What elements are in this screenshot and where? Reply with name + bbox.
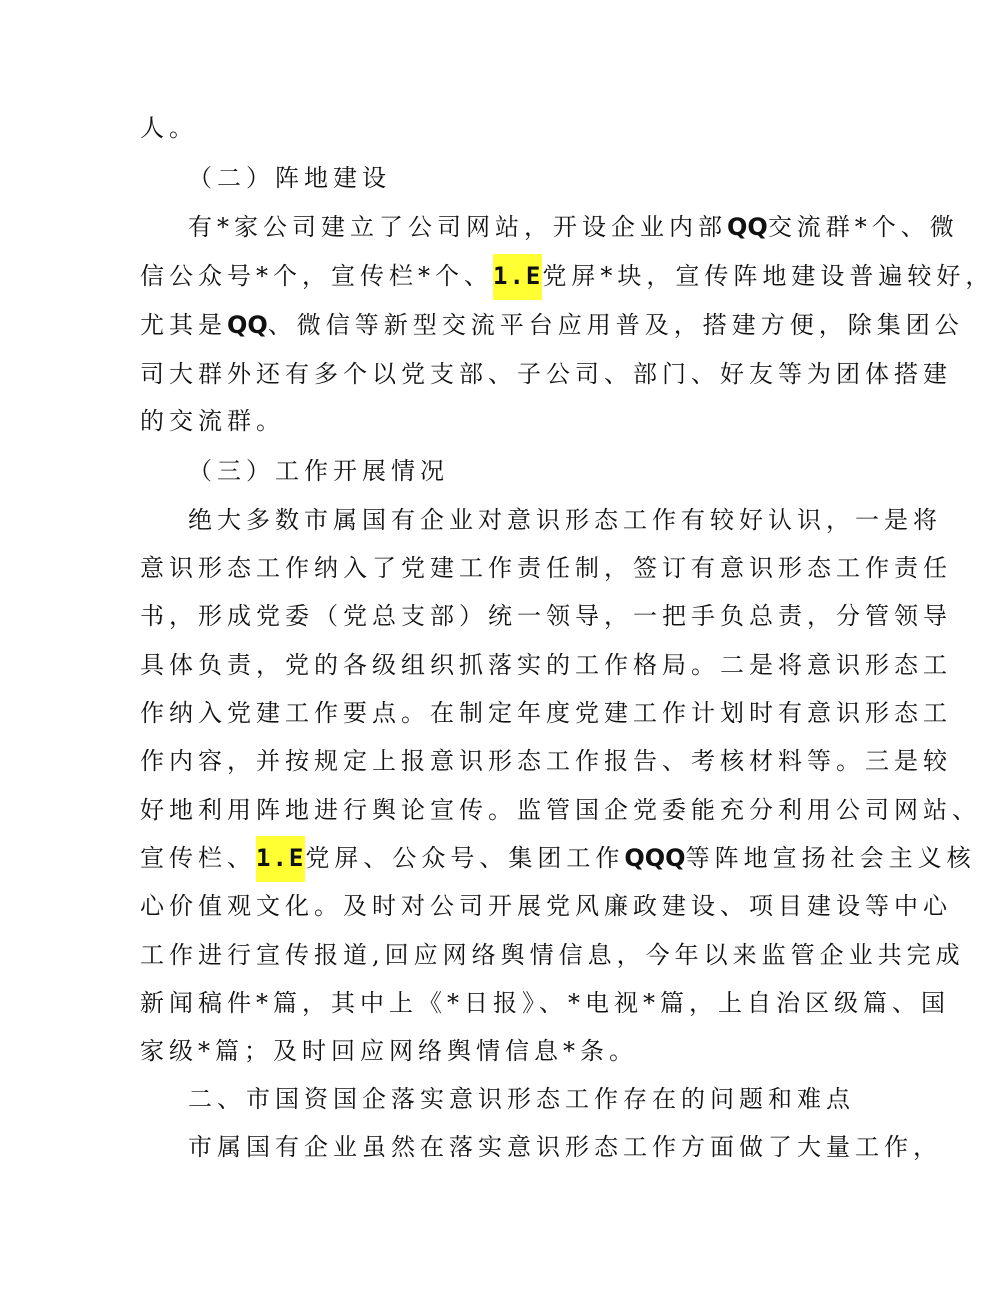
text-line [140,891,952,921]
text-line [140,310,964,340]
highlighted-text: 1.E [493,254,542,300]
text-line [140,1036,638,1066]
bold-text: QQ [227,311,268,339]
text-run: 、微信等新型交流平台应用普及，搭建方便，除集团公 [267,311,964,339]
text-line [140,650,952,680]
highlighted-text: 1.E [256,836,305,882]
text-run: 意识形态工作纳入了党建工作责任制，签订有意识形态工作责任 [140,554,952,582]
section-heading [188,163,391,193]
text-line [140,698,952,728]
text-line [188,1132,942,1162]
section-heading [188,1084,855,1114]
bold-text: QQQ [624,844,686,872]
text-run: 家级*篇；及时回应网络舆情信息*条。 [140,1037,638,1065]
text-run: 有*家公司建立了公司网站，开设企业内部 [188,213,727,241]
text-line [140,746,952,776]
text-line [188,505,942,535]
text-line [140,601,952,631]
text-run: 党屏*块，宣传阵地建设普遍较好， [542,262,994,290]
text-run: （二）阵地建设 [188,164,391,192]
text-run: 具体负责，党的各级组织抓落实的工作格局。二是将意识形态工 [140,651,952,679]
text-run: 宣传栏、 [140,844,256,872]
text-run: （三）工作开展情况 [188,457,449,485]
text-run: 好地利用阵地进行舆论宣传。监管国企党委能充分利用公司网站、 [140,796,981,824]
text-run: 新闻稿件*篇，其中上《*日报》、*电视*篇，上自治区级篇、国 [140,989,950,1017]
text-line [140,988,950,1018]
text-line [140,261,994,291]
text-run: 心价值观文化。及时对公司开展党风廉政建设、项目建设等中心 [140,892,952,920]
text-run: 作内容，并按规定上报意识形态工作报告、考核材料等。三是较 [140,747,952,775]
text-run: 司大群外还有多个以党支部、子公司、部门、好友等为团体搭建 [140,360,952,388]
bold-text: QQ [727,213,768,241]
text-line [140,113,198,143]
text-line [140,940,965,970]
text-run: 市属国有企业虽然在落实意识形态工作方面做了大量工作， [188,1133,942,1161]
text-line [188,212,959,242]
text-run: 二、市国资国企落实意识形态工作存在的问题和难点 [188,1085,855,1113]
text-run: 作纳入党建工作要点。在制定年度党建工作计划时有意识形态工 [140,699,952,727]
text-run: 人。 [140,114,198,142]
text-run: 信公众号*个，宣传栏*个、 [140,262,493,290]
text-line [140,553,952,583]
text-run: 党屏、公众号、集团工作 [305,844,625,872]
text-run: 尤其是 [140,311,227,339]
text-line [140,843,976,873]
text-run: 等阵地宣扬社会主义核 [685,844,976,872]
text-run: 书，形成党委（党总支部）统一领导，一把手负总责，分管领导 [140,602,952,630]
text-line [140,359,952,389]
section-heading [188,456,449,486]
text-line [140,406,285,436]
text-line [140,795,981,825]
text-run: 交流群*个、微 [767,213,959,241]
text-run: 绝大多数市属国有企业对意识形态工作有较好认识，一是将 [188,506,942,534]
text-run: 的交流群。 [140,407,285,435]
text-run: 工作进行宣传报道,回应网络舆情信息，今年以来监管企业共完成 [140,941,965,969]
